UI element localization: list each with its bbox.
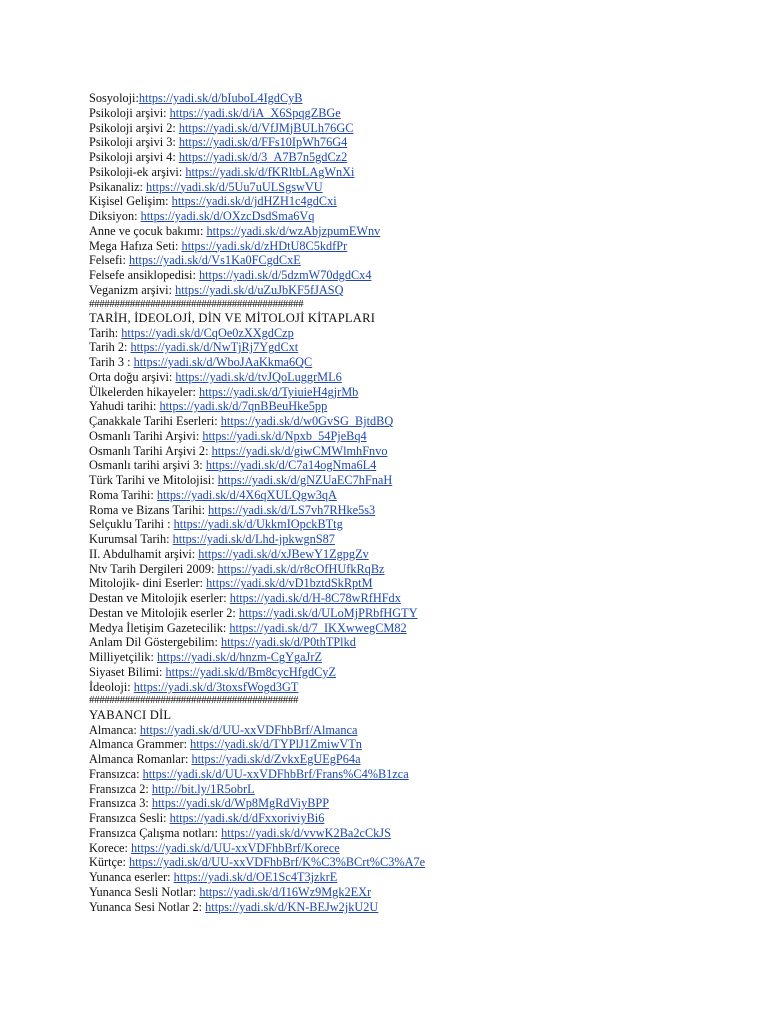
link-entry [89,135,749,150]
link-entry [89,900,749,915]
entry-label: Kurumsal Tarih: [89,532,173,547]
entry-label: Türk Tarihi ve Mitolojisi: [89,473,218,488]
entry-link[interactable]: https://yadi.sk/d/CqOe0zXXgdCzp [121,325,294,340]
entry-label: Medya İletişim Gazetecilik: [89,620,230,635]
entry-label: Osmanlı tarihi arşivi 3: [89,458,206,473]
link-entry [89,606,749,621]
entry-label: Yunanca Sesi Notlar 2: [89,899,206,914]
entry-link[interactable]: https://yadi.sk/d/UU-xxVDFhbBrf/Frans%C4%B1zca [142,766,409,781]
link-entry [89,458,749,473]
entry-label: Osmanlı Tarihi Arşivi: [89,428,203,443]
entry-link[interactable]: https://yadi.sk/d/Vs1Ka0FCgdCxE [128,253,301,268]
entry-label: Fransızca Çalışma notları: [89,825,222,840]
entry-label: Milliyetçilik: [89,650,157,665]
entry-link[interactable]: https://yadi.sk/d/OE1Sc4T3jzkrE [173,870,338,885]
entry-link[interactable]: https://yadi.sk/d/OXzcDsdSma6Vq [140,209,315,223]
entry-link[interactable]: https://yadi.sk/d/ULoMjPRbfHGTY [238,605,418,620]
link-entry [89,752,749,767]
entry-label: Kişisel Gelişim: [89,194,172,209]
entry-label: Felsefi: [89,253,129,268]
entry-link[interactable]: https://yadi.sk/d/iA_X6SpqgZBGe [169,105,341,120]
link-entry [89,488,749,503]
entry-link[interactable]: https://yadi.sk/d/TYPlJ1ZmiwVTn [190,737,362,752]
entry-label: Psikoloji arşivi 4: [89,150,179,164]
link-entry [89,855,749,870]
entry-label: İdeoloji: [89,679,134,694]
entry-link[interactable]: https://yadi.sk/d/Npxb_54PjeBq4 [202,428,367,443]
entry-link[interactable]: https://yadi.sk/d/bIuboL4IgdCyB [138,91,303,105]
entry-link[interactable]: https://yadi.sk/d/vD1bztdSkRptM [206,576,373,591]
link-entry [89,621,749,636]
entry-label: Yunanca eserler: [89,870,174,885]
entry-link[interactable]: https://yadi.sk/d/Bm8cycHfgdCyZ [165,664,336,679]
entry-label: Anne ve çocuk bakımı: [89,223,207,238]
link-entry [89,591,749,606]
link-entry [89,283,749,298]
entry-label: Fransızca 2: [89,781,152,796]
entry-label: Destan ve Mitolojik eserler: [89,591,230,606]
link-entry [89,635,749,650]
link-entry [89,870,749,885]
entry-link[interactable]: https://yadi.sk/d/wzAbjzpumEWnv [206,223,381,238]
entry-label: Fransızca 3: [89,796,152,811]
link-entry [89,547,749,562]
link-entry [89,444,749,459]
document-body [89,91,749,914]
link-entry [89,121,749,136]
entry-label: Destan ve Mitolojik eserler 2: [89,605,239,620]
entry-link[interactable]: https://yadi.sk/d/uZuJbKF5fJASQ [175,282,344,297]
link-entry [89,355,749,370]
entry-link[interactable]: https://yadi.sk/d/jdHZH1c4gdCxi [171,194,337,209]
entry-link[interactable]: https://yadi.sk/d/KN-BEJw2jkU2U [205,899,379,914]
entry-label: Korece: [89,840,131,855]
entry-label: Psikoloji arşivi 2: [89,120,179,135]
link-entry [89,737,749,752]
link-entry [89,767,749,782]
entry-link[interactable]: https://yadi.sk/d/C7a14ogNma6L4 [205,458,377,473]
entry-label: Osmanlı Tarihi Arşivi 2: [89,443,212,458]
entry-label: Almanca Grammer: [89,737,191,752]
link-entry [89,414,749,429]
entry-label: Roma Tarihi: [89,487,157,502]
entry-label: Kürtçe: [89,855,129,870]
entry-label: Çanakkale Tarihi Eserleri: [89,414,221,429]
link-entry [89,91,749,106]
link-entry [89,429,749,444]
entry-label: Felsefe ansiklopedisi: [89,268,199,282]
entry-link[interactable]: https://yadi.sk/d/zHDtU8C5kdfPr [181,238,348,253]
entry-label: Diksiyon: [89,209,141,223]
link-entry [89,885,749,900]
link-entry [89,180,749,195]
link-entry [89,165,749,180]
entry-label: Psikanaliz: [89,179,147,194]
entry-link[interactable]: https://yadi.sk/d/VfJMjBULh76GC [178,120,354,135]
entry-link[interactable]: https://yadi.sk/d/UkkmIOpckBTtg [173,517,343,532]
separator-line: ########################################## [89,297,304,310]
link-entry [89,650,749,665]
link-entry [89,150,749,165]
entry-label: II. Abdulhamit arşivi: [89,546,199,561]
link-entry [89,826,749,841]
entry-label: Veganizm arşivi: [89,282,176,297]
entry-link[interactable]: https://yadi.sk/d/w0GvSG_BjtdBQ [220,414,394,429]
entry-label: Almanca: [89,722,140,737]
entry-label: Sosyoloji: [89,91,139,105]
entry-link[interactable]: https://yadi.sk/d/WboJAaKkma6QC [133,355,313,370]
entry-link[interactable]: https://yadi.sk/d/UU-xxVDFhbBrf/K%C3%BCrt%C3%A7e [128,855,426,870]
entry-link[interactable]: https://yadi.sk/d/4X6qXULQgw3qA [156,487,337,502]
entry-label: Fransızca Sesli: [89,811,170,826]
entry-link[interactable]: https://yadi.sk/d/NwTjRj7YgdCxt [130,340,299,355]
entry-label: Ntv Tarih Dergileri 2009: [89,561,218,576]
link-entry [89,723,749,738]
link-entry [89,782,749,797]
entry-link[interactable]: https://yadi.sk/d/H-8C78wRfHFdx [229,591,401,606]
entry-label: Mega Hafıza Seti: [89,238,182,253]
link-entry [89,796,749,811]
entry-link[interactable]: https://yadi.sk/d/ZvkxEgUEgP64a [191,752,361,767]
entry-label: Tarih: [89,325,122,340]
entry-label: Anlam Dil Göstergebilim: [89,635,221,650]
entry-link[interactable]: https://yadi.sk/d/tvJQoLuggrML6 [175,369,342,384]
link-entry [89,841,749,856]
entry-link[interactable]: https://yadi.sk/d/TyiuieH4gjrMb [198,384,359,399]
link-entry [89,576,749,591]
entry-label: Yunanca Sesli Notlar: [89,884,200,899]
entry-link[interactable]: https://yadi.sk/d/UU-xxVDFhbBrf/Almanca [139,722,358,737]
entry-label: Almanca Romanlar: [89,752,192,767]
link-entry [89,194,749,209]
entry-link[interactable]: https://yadi.sk/d/LS7vh7RHke5s3 [208,502,376,517]
entry-link[interactable]: https://yadi.sk/d/5Uu7uULSgswVU [146,179,323,194]
link-entry [89,562,749,577]
entry-link[interactable]: https://yadi.sk/d/3toxsfWogd3GT [133,679,299,694]
entry-link[interactable]: https://yadi.sk/d/fKRltbLAgWnXi [185,164,355,179]
entry-label: Mitolojik- dini Eserler: [89,576,207,591]
entry-label: Psikoloji arşivi: [89,105,170,120]
entry-link[interactable]: https://yadi.sk/d/gNZUaEC7hFnaH [217,473,393,488]
entry-link[interactable]: https://yadi.sk/d/Wp8MgRdViyBPP [151,796,330,811]
entry-label: Fransızca: [89,766,143,781]
entry-label: Yahudi tarihi: [89,399,160,414]
entry-link[interactable]: https://yadi.sk/d/dFxxoriviyBi6 [169,811,325,826]
link-entry [89,253,749,268]
entry-label: Tarih 3 : [89,355,134,370]
link-entry [89,399,749,414]
link-entry [89,680,749,695]
separator-line: ######################################### [89,694,299,707]
link-entry [89,268,749,283]
entry-link[interactable]: https://yadi.sk/d/xJBewY1ZgpgZv [198,546,369,561]
link-entry [89,239,749,254]
link-entry [89,326,749,341]
entry-link[interactable]: https://yadi.sk/d/FFs10IpWh76G4 [178,135,348,150]
link-entry [89,811,749,826]
section-heading: TARİH, İDEOLOJİ, DİN VE MİTOLOJİ KİTAPLARI [89,311,376,326]
entry-link[interactable]: https://yadi.sk/d/hnzm-CgYgaJrZ [156,650,322,665]
entry-link[interactable]: https://yadi.sk/d/3_A7B7n5gdCz2 [178,150,348,164]
entry-link[interactable]: https://yadi.sk/d/5dzmW70dgdCx4 [198,268,372,282]
entry-label: Selçuklu Tarihi : [89,517,174,532]
entry-link[interactable]: https://yadi.sk/d/giwCMWlmhFnvo [211,443,388,458]
entry-label: Tarih 2: [89,340,131,355]
link-entry [89,370,749,385]
entry-link[interactable]: https://yadi.sk/d/7_IKXwwegCM82 [229,620,407,635]
entry-label: Psikoloji arşivi 3: [89,135,179,150]
entry-link[interactable]: https://yadi.sk/d/P0thTPlkd [220,635,356,650]
entry-label: Roma ve Bizans Tarihi: [89,502,209,517]
link-entry [89,665,749,680]
entry-link[interactable]: https://yadi.sk/d/Lhd-jpkwgnS87 [172,532,335,547]
link-entry [89,473,749,488]
entry-link[interactable]: https://yadi.sk/d/I16Wz9Mgk2EXr [199,884,372,899]
link-entry [89,503,749,518]
link-entry [89,517,749,532]
entry-label: Siyaset Bilimi: [89,664,166,679]
link-entry [89,209,749,224]
entry-link[interactable]: https://yadi.sk/d/7qnBBeuHke5pp [159,399,328,414]
entry-label: Orta doğu arşivi: [89,369,176,384]
section-heading: YABANCI DİL [89,708,172,723]
entry-link[interactable]: https://yadi.sk/d/r8cOfHUfkRqBz [217,561,385,576]
link-entry [89,532,749,547]
entry-label: Psikoloji-ek arşivi: [89,164,186,179]
link-entry [89,224,749,239]
link-entry [89,340,749,355]
entry-link[interactable]: http://bit.ly/1R5obrL [151,781,255,796]
entry-label: Ülkelerden hikayeler: [89,384,199,399]
entry-link[interactable]: https://yadi.sk/d/vvwK2Ba2cCkJS [221,825,391,840]
link-entry [89,385,749,400]
entry-link[interactable]: https://yadi.sk/d/UU-xxVDFhbBrf/Korece [131,840,340,855]
link-entry [89,106,749,121]
